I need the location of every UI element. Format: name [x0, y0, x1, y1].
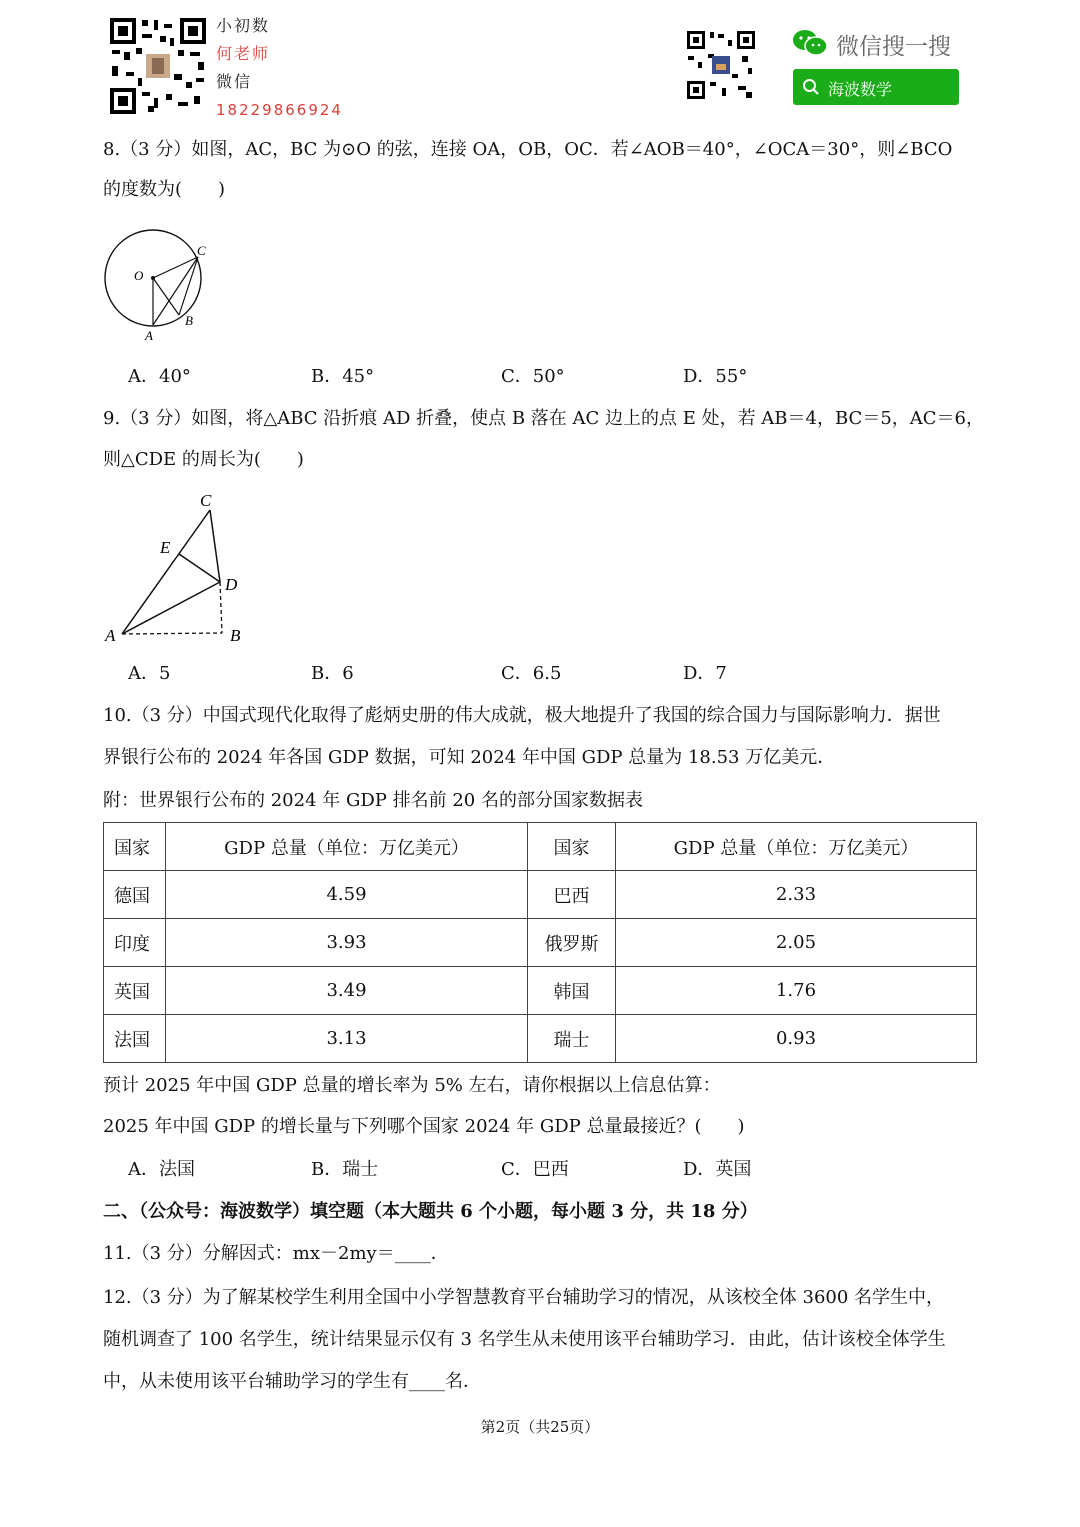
- table-header-cell: GDP 总量（单位：万亿美元）: [166, 823, 528, 871]
- table-row: [104, 967, 977, 1015]
- q10-line-1: 10.（3 分）中国式现代化取得了彪炳史册的伟大成就，极大地提升了我国的综合国力与国际影响力．据世: [103, 705, 941, 726]
- q9-label-A: A: [105, 626, 116, 645]
- q9-label-C: C: [200, 491, 212, 510]
- q10-option-b[interactable]: B．瑞士: [311, 1159, 379, 1180]
- q10-line-5: 2025 年中国 GDP 的增长量与下列哪个国家 2024 年 GDP 总量最接近？( ): [103, 1116, 745, 1137]
- table-cell: 瑞士: [528, 1015, 616, 1063]
- q10-line-3: 附：世界银行公布的 2024 年 GDP 排名前 20 名的部分国家数据表: [103, 790, 643, 811]
- q10-line-2: 界银行公布的 2024 年各国 GDP 数据，可知 2024 年中国 GDP 总量为 18.53 万亿美元．: [103, 747, 836, 768]
- q9-option-b[interactable]: B．6: [311, 663, 354, 684]
- q9-label-D: D: [225, 575, 238, 594]
- q10-line-4: 预计 2025 年中国 GDP 总量的增长率为 5% 左右，请你根据以上信息估算：: [103, 1075, 721, 1096]
- q8-line-2: 的度数为( ): [103, 179, 226, 200]
- q8-label-C: C: [197, 243, 206, 258]
- hw-line-3: 微信: [216, 72, 253, 91]
- q8-option-d[interactable]: D．55°: [683, 366, 748, 387]
- hw-phone: 18229866924: [216, 101, 343, 119]
- table-row: [104, 871, 977, 919]
- q8-label-O: O: [134, 268, 144, 283]
- gdp-table: [103, 822, 977, 1063]
- section-2-title: 二、（公众号：海波数学）填空题（本大题共 6 个小题，每小题 3 分，共 18 分）: [103, 1201, 758, 1222]
- table-cell: 巴西: [528, 871, 616, 919]
- table-row: [104, 919, 977, 967]
- wechat-search-title: 微信搜一搜: [836, 34, 951, 60]
- table-cell: 3.13: [166, 1015, 528, 1063]
- table-cell: 1.76: [616, 967, 977, 1015]
- wechat-search-button-label: 海波数学: [828, 80, 893, 99]
- qr-code-right: [686, 30, 756, 100]
- hw-line-1: 小初数: [216, 16, 271, 35]
- q12-line-1: 12.（3 分）为了解某校学生利用全国中小学智慧教育平台辅助学习的情况，从该校全体 3600 名学生中，: [103, 1287, 945, 1308]
- hw-line-2: 何老师: [216, 44, 271, 63]
- q12-line-2: 随机调查了 100 名学生，统计结果显示仅有 3 名学生从未使用该平台辅助学习．由此，估计该校全体学生: [103, 1329, 946, 1350]
- q9-line-1: 9.（3 分）如图，将△ABC 沿折痕 AD 折叠，使点 B 落在 AC 边上的点 E 处，若 AB＝4，BC＝5，AC＝6，: [103, 408, 984, 429]
- q9-label-B: B: [230, 626, 241, 645]
- qr-code-left: [108, 16, 208, 116]
- q10-option-a[interactable]: A．法国: [128, 1159, 195, 1180]
- table-header-row: [104, 823, 977, 871]
- q9-option-a[interactable]: A．5: [128, 663, 171, 684]
- table-cell: 2.05: [616, 919, 977, 967]
- q12-line-3: 中，从未使用该平台辅助学习的学生有____名．: [103, 1371, 481, 1392]
- table-cell: 德国: [104, 871, 166, 919]
- q9-line-2: 则△CDE 的周长为( ): [103, 449, 304, 470]
- table-cell: 印度: [104, 919, 166, 967]
- wechat-icon: [792, 28, 828, 58]
- q9-option-d[interactable]: D．7: [683, 663, 727, 684]
- q9-triangle-figure: [100, 486, 260, 650]
- table-header-cell: GDP 总量（单位：万亿美元）: [616, 823, 977, 871]
- q8-option-a[interactable]: A．40°: [128, 366, 191, 387]
- table-header-cell: 国家: [104, 823, 166, 871]
- q8-option-b[interactable]: B．45°: [311, 366, 375, 387]
- table-cell: 英国: [104, 967, 166, 1015]
- table-cell: 3.49: [166, 967, 528, 1015]
- handwritten-contact: [216, 12, 343, 124]
- table-cell: 4.59: [166, 871, 528, 919]
- table-cell: 0.93: [616, 1015, 977, 1063]
- q11-text: 11.（3 分）分解因式：mx－2my＝____．: [103, 1243, 449, 1264]
- table-cell: 韩国: [528, 967, 616, 1015]
- q10-option-d[interactable]: D．英国: [683, 1159, 752, 1180]
- q10-option-c[interactable]: C．巴西: [501, 1159, 569, 1180]
- table-cell: 2.33: [616, 871, 977, 919]
- q9-label-E: E: [160, 538, 171, 557]
- q8-line-1: 8.（3 分）如图，AC，BC 为⊙O 的弦，连接 OA，OB，OC．若∠AOB＝40°，∠OCA＝30°，则∠BCO: [103, 139, 953, 160]
- q8-label-A: A: [145, 328, 153, 343]
- q8-label-B: B: [185, 313, 193, 328]
- table-row: [104, 1015, 977, 1063]
- search-icon: [802, 78, 820, 96]
- q8-circle-figure: [98, 224, 218, 346]
- table-cell: 俄罗斯: [528, 919, 616, 967]
- page-number: 第2页（共25页）: [480, 1418, 600, 1436]
- table-cell: 3.93: [166, 919, 528, 967]
- q8-option-c[interactable]: C．50°: [501, 366, 565, 387]
- q9-option-c[interactable]: C．6.5: [501, 663, 562, 684]
- table-cell: 法国: [104, 1015, 166, 1063]
- table-header-cell: 国家: [528, 823, 616, 871]
- wechat-search-button[interactable]: [793, 69, 959, 105]
